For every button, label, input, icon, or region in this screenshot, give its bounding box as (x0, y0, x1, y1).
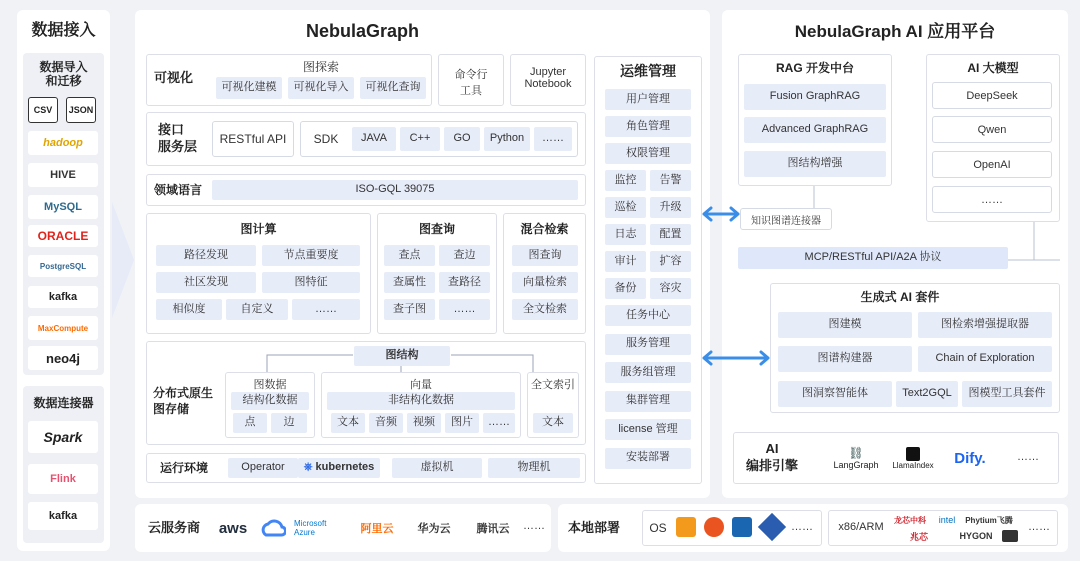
media-video-chip[interactable]: 视频 (407, 413, 441, 433)
arrow-upper (701, 206, 741, 222)
kubernetes-chip[interactable] (298, 458, 380, 478)
rag-title: RAG 开发中台 (775, 61, 854, 75)
cloud-more: …… (523, 520, 545, 532)
llamaindex-label: LlamaIndex (892, 460, 934, 470)
ops-item[interactable]: 扩容 (650, 251, 691, 272)
compute-community-chip[interactable]: 社区发现 (156, 272, 256, 293)
google-cloud-icon (260, 519, 286, 537)
oracle-logo: ORACLE (28, 225, 98, 247)
spark-logo: Spark (28, 421, 98, 453)
huaweicloud-logo: 华为云 (406, 516, 462, 540)
ops-item[interactable]: license 管理 (605, 419, 691, 440)
query-subgraph-chip[interactable]: 查子图 (384, 299, 435, 320)
ops-item[interactable]: 备份 (605, 278, 646, 299)
query-more-chip: …… (439, 299, 490, 320)
vector-label: 向量 (410, 379, 432, 391)
query-edge-chip[interactable]: 查边 (439, 245, 490, 266)
compute-centrality-chip[interactable]: 节点重要度 (262, 245, 360, 266)
google-cloud-logo (256, 516, 290, 540)
fulltext-text-chip[interactable]: 文本 (533, 413, 573, 433)
media-audio-chip[interactable]: 音频 (369, 413, 403, 433)
unstructured-data-chip[interactable]: 非结构化数据 (327, 392, 515, 410)
intel-logo: intel (934, 513, 960, 527)
neo4j-logo: neo4j (28, 346, 98, 370)
csv-icon: CSV (28, 97, 58, 123)
loongson-logo: 龙芯中科 (890, 513, 930, 527)
kafka-logo: kafka (28, 286, 98, 308)
hadoop-logo: hadoop (28, 131, 98, 155)
ops-item[interactable]: 服务管理 (605, 334, 691, 355)
query-vertex-chip[interactable]: 查点 (384, 245, 435, 266)
ops-item[interactable]: 权限管理 (605, 143, 691, 164)
debian-icon (732, 517, 752, 537)
visual-import-chip[interactable]: 可视化导入 (288, 77, 354, 99)
fulltext-index-label: 全文索引 (531, 379, 575, 391)
ops-item[interactable]: 服务组管理 (605, 362, 691, 383)
advanced-graphrag-chip[interactable]: Advanced GraphRAG (744, 117, 886, 143)
hybrid-vector-chip[interactable]: 向量检索 (512, 272, 578, 293)
graph-compute-title: 图计算 (240, 222, 277, 236)
graph-query-title: 图查询 (418, 222, 455, 236)
langgraph-logo[interactable] (826, 443, 886, 473)
arch-label: x86/ARM (838, 521, 884, 533)
fusion-graphrag-chip[interactable]: Fusion GraphRAG (744, 84, 886, 110)
runtime-label: 运行环境 (160, 461, 209, 475)
graph-modeling-chip[interactable]: 图建模 (778, 312, 912, 338)
azure-logo: Microsoft Azure (294, 516, 348, 540)
graph-explore-label: 图探索 (302, 60, 339, 74)
langgraph-label: LangGraph (833, 460, 879, 470)
api-layer-label: 接口 服务层 (158, 122, 198, 154)
compute-similarity-chip[interactable]: 相似度 (156, 299, 222, 320)
sdk-python-chip[interactable]: Python (484, 127, 530, 151)
flink-logo: Flink (28, 464, 98, 494)
ops-item[interactable]: 日志 (605, 224, 646, 245)
openai-chip[interactable]: OpenAI (932, 151, 1052, 178)
chips-more: …… (1028, 521, 1050, 533)
ubuntu-icon (704, 517, 724, 537)
media-text-chip[interactable]: 文本 (331, 413, 365, 433)
chain-of-exploration-chip[interactable]: Chain of Exploration (918, 346, 1052, 372)
kafka-connector-logo: kafka (28, 502, 98, 530)
graph-structure-enhance-chip[interactable]: 图结构增强 (744, 151, 886, 177)
query-path-chip[interactable]: 查路径 (439, 272, 490, 293)
json-icon: JSON (66, 97, 96, 123)
phytium-logo: Phytium飞腾 (962, 513, 1016, 527)
iso-gql-chip[interactable]: ISO-GQL 39075 (212, 180, 578, 200)
graph-insight-agent-chip[interactable]: 图洞察智能体 (778, 381, 892, 407)
llm-more-chip: …… (932, 186, 1052, 213)
ai-title: NebulaGraph AI 应用平台 (794, 21, 996, 41)
tencentcloud-logo: 腾讯云 (466, 516, 520, 540)
ops-item[interactable]: 升级 (650, 197, 691, 218)
visualization-label: 可视化 (154, 70, 194, 85)
deepseek-chip[interactable]: DeepSeek (932, 82, 1052, 109)
ops-item[interactable]: 审计 (605, 251, 646, 272)
langgraph-icon: ⛓ (848, 446, 864, 460)
hybrid-search-title: 混合检索 (520, 222, 569, 236)
media-image-chip[interactable]: 图片 (445, 413, 479, 433)
llamaindex-logo[interactable] (890, 443, 936, 473)
ops-item[interactable]: 安装部署 (605, 448, 691, 469)
aws-logo: aws (214, 516, 252, 540)
kubernetes-label: kubernetes (315, 461, 375, 474)
ops-item[interactable]: 角色管理 (605, 116, 691, 137)
structured-data-chip[interactable]: 结构化数据 (231, 392, 309, 410)
ops-item[interactable]: 容灾 (650, 278, 691, 299)
compute-custom-chip[interactable]: 自定义 (226, 299, 288, 320)
dsl-label: 领域语言 (154, 183, 203, 197)
storage-label: 分布式原生 图存储 (153, 386, 214, 416)
maxcompute-logo: MaxCompute (28, 316, 98, 340)
edge-chip[interactable]: 边 (271, 413, 307, 433)
hygon-logo: HYGON (956, 529, 996, 543)
query-property-chip[interactable]: 查属性 (384, 272, 435, 293)
aliyun-logo: 阿里云 (352, 516, 402, 540)
ops-item[interactable]: 巡检 (605, 197, 646, 218)
hybrid-graph-query-chip[interactable]: 图查询 (512, 245, 578, 266)
text2gql-chip[interactable]: Text2GQL (896, 381, 958, 407)
compute-path-chip[interactable]: 路径发现 (156, 245, 256, 266)
qwen-chip[interactable]: Qwen (932, 116, 1052, 143)
arrow-lower (701, 350, 771, 366)
orch-more: …… (1017, 451, 1039, 463)
sdk-go-chip[interactable]: GO (444, 127, 480, 151)
mysql-logo: MySQL (28, 195, 98, 219)
openeuler-icon (676, 517, 696, 537)
cpu-chip-icon (1002, 530, 1018, 542)
llm-title: AI 大模型 (967, 61, 1019, 75)
graph-retrieval-extractor-chip[interactable]: 图检索增强提取器 (918, 312, 1052, 338)
ops-item[interactable]: 集群管理 (605, 391, 691, 412)
ops-item[interactable]: 监控 (605, 170, 646, 191)
flow-arrow-shape (110, 200, 136, 320)
hybrid-fulltext-chip[interactable]: 全文检索 (512, 299, 578, 320)
ops-item[interactable]: 配置 (650, 224, 691, 245)
visual-modeling-chip[interactable]: 可视化建模 (216, 77, 282, 99)
os-label: OS (649, 521, 667, 535)
connector-title: 数据连接器 (33, 395, 94, 410)
data-access-title: 数据接入 (31, 22, 96, 40)
graph-model-toolkit-chip[interactable]: 图模型工具套件 (962, 381, 1052, 407)
ops-item[interactable]: 任务中心 (605, 305, 691, 326)
ops-title: 运维管理 (620, 62, 676, 79)
postgresql-logo: PostgreSQL (28, 255, 98, 277)
operator-chip[interactable]: Operator (228, 458, 298, 478)
orchestration-label: AI 编排引擎 (745, 441, 798, 473)
jupyter-label: Jupyter Notebook (524, 66, 572, 90)
media-more-chip: …… (483, 413, 515, 433)
vm-chip[interactable]: 虚拟机 (392, 458, 482, 478)
sdk-cpp-chip[interactable]: C++ (400, 127, 440, 151)
genai-title: 生成式 AI 套件 (860, 290, 940, 304)
graph-builder-chip[interactable]: 图谱构建器 (778, 346, 912, 372)
ops-item[interactable]: 告警 (650, 170, 691, 191)
protocol-bar[interactable]: MCP/RESTful API/A2A 协议 (738, 247, 1008, 269)
import-title: 数据导入 和迁移 (39, 59, 88, 88)
hive-logo: HIVE (28, 163, 98, 187)
sdk-more-chip: …… (534, 127, 572, 151)
ops-item[interactable]: 用户管理 (605, 89, 691, 110)
restful-api-box[interactable]: RESTful API (212, 121, 294, 157)
cloud-label: 云服务商 (148, 520, 201, 535)
compute-more-chip: …… (292, 299, 360, 320)
os-more: …… (791, 521, 813, 533)
sdk-label: SDK (313, 132, 339, 146)
dify-logo[interactable]: Dify. (942, 446, 998, 470)
zhaoxin-logo: 兆芯 (904, 529, 934, 543)
sdk-java-chip[interactable]: JAVA (352, 127, 396, 151)
llamaindex-icon (906, 447, 920, 461)
vertex-chip[interactable]: 点 (233, 413, 267, 433)
compute-feature-chip[interactable]: 图特征 (262, 272, 360, 293)
graph-data-label: 图数据 (253, 379, 287, 391)
connector-lines (720, 180, 1070, 290)
local-label: 本地部署 (568, 520, 621, 535)
visual-query-chip[interactable]: 可视化查询 (360, 77, 426, 99)
kg-connector-box[interactable]: 知识图谱连接器 (740, 208, 832, 230)
cli-tool-label: 命令行 工具 (454, 69, 488, 97)
kubernetes-icon: ⎈ (303, 461, 313, 474)
physical-machine-chip[interactable]: 物理机 (488, 458, 580, 478)
nebula-title: NebulaGraph (305, 21, 420, 42)
graph-structure-chip[interactable]: 图结构 (354, 346, 450, 366)
